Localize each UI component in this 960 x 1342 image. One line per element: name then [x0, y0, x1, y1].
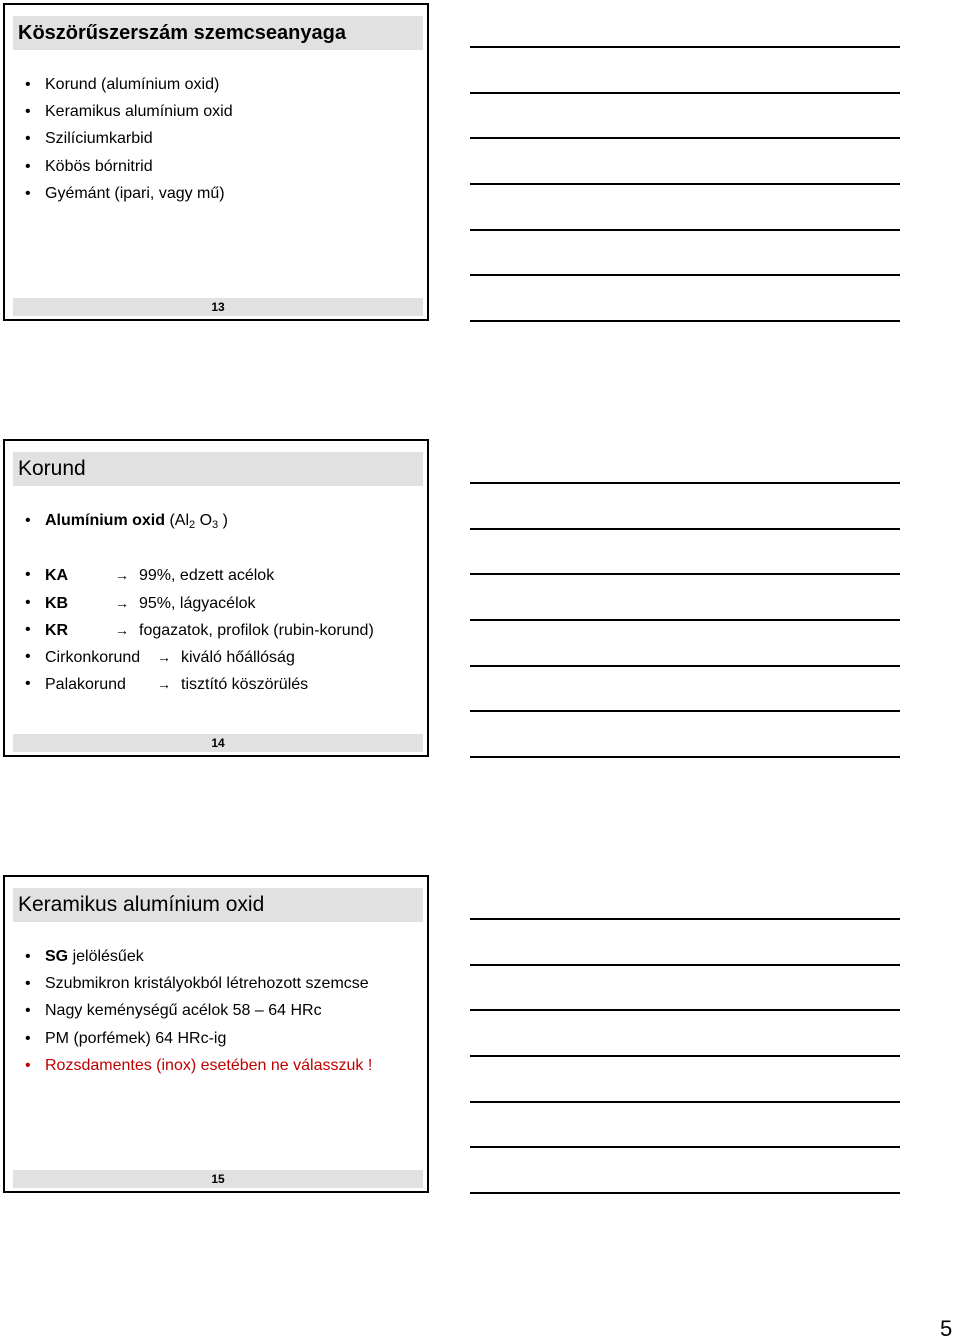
slide-15: Keramikus alumínium oxid • SG jelölésűek • Szubmikron kristályokból létrehozott szemcse • Nagy keménységű acélok 58 – 64 HRc • PM (porfémek) 64 HRc-ig • Rozsdamentes (inox) esetében ne válasszuk ! 15 — [3, 875, 429, 1193]
note-line — [470, 1101, 900, 1103]
slide-title: Korund — [13, 452, 423, 486]
note-line — [470, 918, 900, 920]
slide-13: Köszörűszerszám szemcseanyaga • Korund (alumínium oxid) • Keramikus alumínium oxid • Szilíciumkarbid • Köbös bórnitrid • Gyémánt (ipari, vagy mű) 13 — [3, 3, 429, 321]
note-line — [470, 183, 900, 185]
note-line — [470, 274, 900, 276]
note-line — [470, 482, 900, 484]
note-line — [470, 1146, 900, 1148]
note-line — [470, 756, 900, 758]
slide-number: 13 — [13, 298, 423, 316]
note-line — [470, 710, 900, 712]
note-line — [470, 46, 900, 48]
slide-title: Köszörűszerszám szemcseanyaga — [13, 16, 423, 50]
arrow-right-icon: → — [115, 622, 129, 638]
slide-number: 15 — [13, 1170, 423, 1188]
note-line — [470, 320, 900, 322]
arrow-right-icon: → — [115, 595, 129, 611]
note-line — [470, 528, 900, 530]
note-line — [470, 229, 900, 231]
arrow-right-icon: → — [157, 676, 171, 692]
note-line — [470, 665, 900, 667]
slide-14: Korund • Alumínium oxid ($Al_2$ $O_3$ ) • KA → 99%, edzett acélok • KB → 95%, lágyacélok • KR → fogazatok, profilok (rubin-korund) • Cirkonkorund → kiváló hőállóság • Palakorund → tisztító köszörülés 14 — [3, 439, 429, 757]
note-line — [470, 619, 900, 621]
note-line — [470, 573, 900, 575]
slide-title: Keramikus alumínium oxid — [13, 888, 423, 922]
page-number: 5 — [940, 1316, 953, 1341]
arrow-right-icon: → — [157, 649, 171, 665]
arrow-right-icon: → — [115, 567, 129, 583]
note-line — [470, 92, 900, 94]
note-line — [470, 964, 900, 966]
note-line — [470, 1009, 900, 1011]
note-line — [470, 137, 900, 139]
note-line — [470, 1055, 900, 1057]
slide-number: 14 — [13, 734, 423, 752]
note-line — [470, 1192, 900, 1194]
